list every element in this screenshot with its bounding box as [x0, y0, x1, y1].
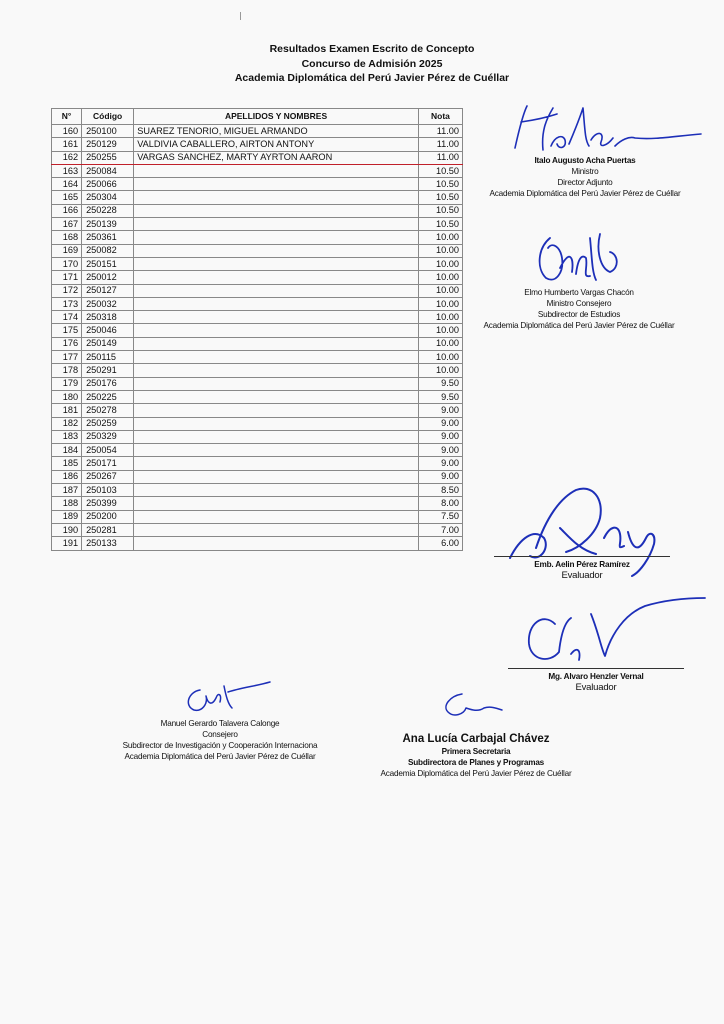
row-grade: 11.00	[418, 125, 462, 138]
row-name	[134, 510, 419, 523]
row-code: 250255	[82, 151, 134, 164]
row-name	[134, 191, 419, 204]
row-number: 164	[52, 178, 82, 191]
row-number: 169	[52, 244, 82, 257]
row-code: 250066	[82, 178, 134, 191]
signature-line-henzler	[508, 668, 684, 669]
row-grade: 9.00	[418, 457, 462, 470]
table-row	[52, 377, 463, 390]
table-row	[52, 125, 463, 138]
table-row	[52, 231, 463, 244]
row-grade: 10.00	[418, 351, 462, 364]
row-code: 250318	[82, 311, 134, 324]
row-code: 250103	[82, 484, 134, 497]
row-name: VALDIVIA CABALLERO, AIRTON ANTONY	[134, 138, 419, 151]
row-grade: 11.00	[418, 138, 462, 151]
row-code: 250329	[82, 430, 134, 443]
row-number: 174	[52, 311, 82, 324]
row-name	[134, 204, 419, 217]
signatory-henzler-name: Mg. Alvaro Henzler Vernal	[548, 672, 644, 681]
table-row	[52, 444, 463, 457]
row-code: 250054	[82, 444, 134, 457]
row-name	[134, 484, 419, 497]
row-name	[134, 390, 419, 403]
signatory-vargas-institution: Academia Diplomática del Perú Javier Pérez de Cuéllar	[483, 321, 675, 330]
row-number: 191	[52, 537, 82, 550]
signatory-talavera-role: Subdirector de Investigación y Cooperación Internaciona	[122, 741, 318, 750]
table-row	[52, 284, 463, 297]
table-row	[52, 484, 463, 497]
row-grade: 10.50	[418, 218, 462, 231]
row-number: 163	[52, 164, 82, 177]
row-name	[134, 444, 419, 457]
row-name	[134, 377, 419, 390]
table-row	[52, 257, 463, 270]
row-grade: 10.00	[418, 337, 462, 350]
row-name	[134, 284, 419, 297]
row-code: 250139	[82, 218, 134, 231]
row-grade: 10.50	[418, 178, 462, 191]
signatory-carbajal-institution: Academia Diplomática del Perú Javier Pérez de Cuéllar	[380, 769, 572, 778]
row-code: 250012	[82, 271, 134, 284]
signatory-acha-title: Ministro	[571, 167, 599, 176]
table-row	[52, 178, 463, 191]
signature-carbajal	[436, 688, 508, 722]
row-code: 250115	[82, 351, 134, 364]
signature-talavera	[180, 678, 275, 718]
signatory-carbajal-title: Primera Secretaria	[441, 747, 511, 756]
row-code: 250151	[82, 257, 134, 270]
row-name: VARGAS SANCHEZ, MARTY AYRTON AARON	[134, 151, 419, 164]
row-name	[134, 537, 419, 550]
row-name	[134, 311, 419, 324]
row-code: 250046	[82, 324, 134, 337]
row-code: 250291	[82, 364, 134, 377]
header-institution: Academia Diplomática del Perú Javier Pérez de Cuéllar	[234, 72, 510, 84]
row-number: 167	[52, 218, 82, 231]
row-number: 190	[52, 523, 82, 536]
column-header-grade: Nota	[418, 109, 462, 125]
signatory-vargas-name: Elmo Humberto Vargas Chacón	[524, 288, 634, 297]
row-number: 161	[52, 138, 82, 151]
row-name	[134, 257, 419, 270]
row-number: 180	[52, 390, 82, 403]
table-row	[52, 191, 463, 204]
row-number: 183	[52, 430, 82, 443]
signatory-carbajal-name: Ana Lucía Carbajal Chávez	[402, 733, 550, 745]
row-code: 250399	[82, 497, 134, 510]
signatory-vargas-title: Ministro Consejero	[546, 299, 612, 308]
row-number: 172	[52, 284, 82, 297]
row-name	[134, 324, 419, 337]
signatory-acha-institution: Academia Diplomática del Perú Javier Pérez de Cuéllar	[489, 189, 681, 198]
row-grade: 10.50	[418, 191, 462, 204]
signatory-carbajal	[360, 732, 592, 779]
row-number: 173	[52, 297, 82, 310]
row-number: 165	[52, 191, 82, 204]
row-grade: 10.00	[418, 324, 462, 337]
signatory-perez-role: Evaluador	[561, 570, 603, 581]
row-name	[134, 457, 419, 470]
table-row	[52, 324, 463, 337]
row-grade: 10.00	[418, 244, 462, 257]
row-code: 250133	[82, 537, 134, 550]
table-row	[52, 271, 463, 284]
row-number: 182	[52, 417, 82, 430]
row-code: 250225	[82, 390, 134, 403]
row-number: 171	[52, 271, 82, 284]
row-number: 186	[52, 470, 82, 483]
document-header	[180, 42, 564, 86]
row-grade: 9.00	[418, 444, 462, 457]
row-grade: 10.00	[418, 231, 462, 244]
row-number: 160	[52, 125, 82, 138]
column-header-code: Código	[82, 109, 134, 125]
row-number: 184	[52, 444, 82, 457]
row-grade: 7.50	[418, 510, 462, 523]
table-row	[52, 204, 463, 217]
signatory-henzler-role: Evaluador	[575, 682, 617, 693]
results-table	[51, 108, 463, 551]
row-grade: 10.00	[418, 284, 462, 297]
signatory-talavera-institution: Academia Diplomática del Perú Javier Pérez de Cuéllar	[124, 752, 316, 761]
signatory-acha-role: Director Adjunto	[557, 178, 613, 187]
row-number: 166	[52, 204, 82, 217]
row-grade: 10.00	[418, 311, 462, 324]
table-row	[52, 390, 463, 403]
row-number: 175	[52, 324, 82, 337]
row-code: 250084	[82, 164, 134, 177]
row-name	[134, 430, 419, 443]
row-number: 162	[52, 151, 82, 164]
row-number: 179	[52, 377, 82, 390]
row-number: 170	[52, 257, 82, 270]
table-row	[52, 417, 463, 430]
row-code: 250278	[82, 404, 134, 417]
row-number: 189	[52, 510, 82, 523]
row-name	[134, 231, 419, 244]
table-row	[52, 151, 463, 164]
table-body	[52, 125, 463, 551]
table-row	[52, 297, 463, 310]
signatory-perez-name: Emb. Aelin Pérez Ramírez	[534, 560, 630, 569]
row-name	[134, 178, 419, 191]
scan-mark	[240, 12, 241, 20]
signatory-vargas	[476, 287, 682, 331]
row-number: 188	[52, 497, 82, 510]
signature-acha	[505, 100, 705, 160]
table-row	[52, 311, 463, 324]
row-name	[134, 470, 419, 483]
row-grade: 10.50	[418, 164, 462, 177]
row-code: 250200	[82, 510, 134, 523]
row-code: 250281	[82, 523, 134, 536]
row-number: 177	[52, 351, 82, 364]
signatory-talavera-name: Manuel Gerardo Talavera Calonge	[160, 719, 280, 728]
row-grade: 10.00	[418, 257, 462, 270]
column-header-number: N°	[52, 109, 82, 125]
row-name	[134, 404, 419, 417]
row-name	[134, 417, 419, 430]
row-code: 250127	[82, 284, 134, 297]
table-row	[52, 523, 463, 536]
row-number: 176	[52, 337, 82, 350]
table-row	[52, 364, 463, 377]
row-grade: 8.00	[418, 497, 462, 510]
signatory-acha	[480, 155, 690, 199]
table-row	[52, 430, 463, 443]
row-name	[134, 364, 419, 377]
row-grade: 9.00	[418, 404, 462, 417]
row-grade: 9.00	[418, 430, 462, 443]
row-name	[134, 497, 419, 510]
row-grade: 10.00	[418, 297, 462, 310]
signatory-henzler	[508, 671, 684, 693]
table-row	[52, 337, 463, 350]
row-grade: 9.50	[418, 390, 462, 403]
row-name	[134, 351, 419, 364]
signature-line-perez	[494, 556, 670, 557]
row-number: 181	[52, 404, 82, 417]
row-grade: 10.00	[418, 364, 462, 377]
row-grade: 7.00	[418, 523, 462, 536]
table-row	[52, 457, 463, 470]
row-grade: 9.50	[418, 377, 462, 390]
row-number: 168	[52, 231, 82, 244]
row-name	[134, 523, 419, 536]
table-row	[52, 218, 463, 231]
row-code: 250304	[82, 191, 134, 204]
signatory-talavera-title: Consejero	[202, 730, 238, 739]
header-subtitle: Concurso de Admisión 2025	[301, 57, 443, 70]
row-name	[134, 218, 419, 231]
signatory-vargas-role: Subdirector de Estudios	[537, 310, 621, 319]
table-row	[52, 244, 463, 257]
header-title: Resultados Examen Escrito de Concepto	[269, 43, 475, 55]
signature-henzler	[515, 594, 710, 674]
table-row	[52, 404, 463, 417]
row-grade: 8.50	[418, 484, 462, 497]
row-code: 250267	[82, 470, 134, 483]
table-row	[52, 138, 463, 151]
row-code: 250228	[82, 204, 134, 217]
table-row	[52, 164, 463, 177]
row-code: 250082	[82, 244, 134, 257]
row-name: SUAREZ TENORIO, MIGUEL ARMANDO	[134, 125, 419, 138]
row-grade: 10.50	[418, 204, 462, 217]
row-code: 250361	[82, 231, 134, 244]
table-row	[52, 510, 463, 523]
row-number: 185	[52, 457, 82, 470]
row-name	[134, 271, 419, 284]
row-grade: 9.00	[418, 417, 462, 430]
signature-vargas	[530, 228, 630, 290]
row-grade: 9.00	[418, 470, 462, 483]
signatory-talavera	[96, 718, 344, 762]
table-header-row	[52, 109, 463, 125]
row-name	[134, 244, 419, 257]
table-row	[52, 537, 463, 550]
row-name	[134, 164, 419, 177]
row-code: 250176	[82, 377, 134, 390]
row-grade: 10.00	[418, 271, 462, 284]
row-code: 250149	[82, 337, 134, 350]
row-code: 250100	[82, 125, 134, 138]
row-code: 250032	[82, 297, 134, 310]
row-number: 187	[52, 484, 82, 497]
row-grade: 6.00	[418, 537, 462, 550]
signatory-acha-name: Italo Augusto Acha Puertas	[534, 156, 636, 165]
table-row	[52, 351, 463, 364]
table-row	[52, 497, 463, 510]
table-row	[52, 470, 463, 483]
column-header-name: APELLIDOS Y NOMBRES	[134, 109, 419, 125]
row-code: 250129	[82, 138, 134, 151]
row-code: 250259	[82, 417, 134, 430]
signatory-perez	[494, 559, 670, 581]
row-code: 250171	[82, 457, 134, 470]
row-grade: 11.00	[418, 151, 462, 164]
row-name	[134, 337, 419, 350]
signatory-carbajal-role: Subdirectora de Planes y Programas	[407, 758, 545, 767]
row-number: 178	[52, 364, 82, 377]
row-name	[134, 297, 419, 310]
